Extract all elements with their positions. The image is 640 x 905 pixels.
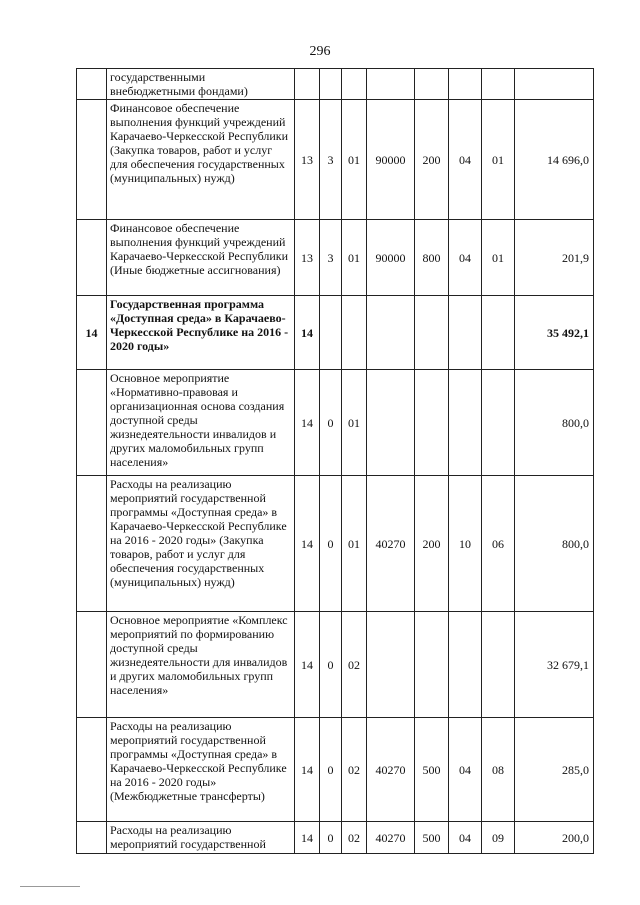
amount-cell: 800,0 xyxy=(515,476,594,612)
row-number-cell xyxy=(77,718,107,822)
amount-cell: 800,0 xyxy=(515,370,594,476)
subsection-cell: 06 xyxy=(482,476,515,612)
subprogram-code-cell xyxy=(320,69,342,100)
expense-type-cell: 200 xyxy=(415,476,449,612)
table-row xyxy=(77,612,594,718)
row-name-cell: Финансовое обеспечение выполнения функций учреждений Карачаево-Черкесской Республики (Закупка товаров, работ и услуг для обеспечения государственных (муниципальных) нужд) xyxy=(107,100,295,220)
subsection-cell xyxy=(482,612,515,718)
subprogram-code-cell: 3 xyxy=(320,220,342,296)
direction-code-cell xyxy=(367,69,415,100)
direction-code-cell: 40270 xyxy=(367,822,415,854)
section-cell xyxy=(449,612,482,718)
row-name-cell: Расходы на реализацию мероприятий государственной программы «Доступная среда» в Карачаево-Черкесской Республике на 2016 - 2020 годы» (Закупка товаров, работ и услуг для обеспечения государственных (муниципальных) нужд) xyxy=(107,476,295,612)
event-code-cell: 01 xyxy=(342,220,367,296)
table-row xyxy=(77,220,594,296)
event-code-cell xyxy=(342,69,367,100)
subprogram-code-cell: 0 xyxy=(320,612,342,718)
event-code-cell: 01 xyxy=(342,100,367,220)
direction-code-cell xyxy=(367,612,415,718)
subprogram-code-cell xyxy=(320,296,342,370)
section-cell: 04 xyxy=(449,100,482,220)
row-number-cell xyxy=(77,476,107,612)
section-cell: 04 xyxy=(449,220,482,296)
expense-type-cell xyxy=(415,370,449,476)
row-name-cell: Расходы на реализацию мероприятий государственной xyxy=(107,822,295,854)
table-row xyxy=(77,822,594,854)
section-cell xyxy=(449,69,482,100)
expense-type-cell: 800 xyxy=(415,220,449,296)
expense-type-cell: 500 xyxy=(415,822,449,854)
row-number-cell xyxy=(77,69,107,100)
section-cell: 04 xyxy=(449,822,482,854)
scan-edge-line xyxy=(20,886,80,887)
budget-table xyxy=(76,68,594,854)
program-code-cell: 14 xyxy=(295,718,320,822)
amount-cell: 32 679,1 xyxy=(515,612,594,718)
subprogram-code-cell: 3 xyxy=(320,100,342,220)
amount-cell: 200,0 xyxy=(515,822,594,854)
event-code-cell: 02 xyxy=(342,612,367,718)
event-code-cell: 01 xyxy=(342,370,367,476)
expense-type-cell: 200 xyxy=(415,100,449,220)
subprogram-code-cell: 0 xyxy=(320,822,342,854)
section-cell xyxy=(449,370,482,476)
row-number-cell xyxy=(77,822,107,854)
subprogram-code-cell: 0 xyxy=(320,370,342,476)
subsection-cell xyxy=(482,370,515,476)
direction-code-cell: 90000 xyxy=(367,220,415,296)
page-number: 296 xyxy=(309,44,331,59)
budget-table-body xyxy=(77,69,594,854)
table-row xyxy=(77,69,594,100)
row-name-cell: государственными внебюджетными фондами) xyxy=(107,69,295,100)
program-code-cell: 14 xyxy=(295,612,320,718)
subsection-cell: 01 xyxy=(482,100,515,220)
program-code-cell: 13 xyxy=(295,100,320,220)
row-number-cell: 14 xyxy=(77,296,107,370)
row-number-cell xyxy=(77,612,107,718)
program-code-cell: 14 xyxy=(295,370,320,476)
expense-type-cell xyxy=(415,612,449,718)
event-code-cell: 01 xyxy=(342,476,367,612)
table-row xyxy=(77,370,594,476)
row-number-cell xyxy=(77,220,107,296)
subsection-cell xyxy=(482,296,515,370)
direction-code-cell xyxy=(367,370,415,476)
table-row xyxy=(77,476,594,612)
event-code-cell xyxy=(342,296,367,370)
subsection-cell: 01 xyxy=(482,220,515,296)
direction-code-cell: 90000 xyxy=(367,100,415,220)
amount-cell: 35 492,1 xyxy=(515,296,594,370)
subprogram-code-cell: 0 xyxy=(320,718,342,822)
program-code-cell xyxy=(295,69,320,100)
row-name-cell: Финансовое обеспечение выполнения функций учреждений Карачаево-Черкесской Республики (Иные бюджетные ассигнования) xyxy=(107,220,295,296)
direction-code-cell: 40270 xyxy=(367,718,415,822)
row-number-cell xyxy=(77,100,107,220)
direction-code-cell: 40270 xyxy=(367,476,415,612)
event-code-cell: 02 xyxy=(342,822,367,854)
expense-type-cell xyxy=(415,296,449,370)
row-name-cell: Основное мероприятие «Комплекс мероприятий по формированию доступной среды жизнедеятельности для инвалидов и других маломобильных групп населения» xyxy=(107,612,295,718)
amount-cell: 285,0 xyxy=(515,718,594,822)
table-row xyxy=(77,296,594,370)
expense-type-cell: 500 xyxy=(415,718,449,822)
table-row xyxy=(77,718,594,822)
subsection-cell: 08 xyxy=(482,718,515,822)
expense-type-cell xyxy=(415,69,449,100)
program-code-cell: 14 xyxy=(295,296,320,370)
direction-code-cell xyxy=(367,296,415,370)
amount-cell xyxy=(515,69,594,100)
program-code-cell: 14 xyxy=(295,476,320,612)
section-cell: 04 xyxy=(449,718,482,822)
subsection-cell: 09 xyxy=(482,822,515,854)
subprogram-code-cell: 0 xyxy=(320,476,342,612)
section-cell xyxy=(449,296,482,370)
row-name-cell: Расходы на реализацию мероприятий государственной программы «Доступная среда» в Карачаево-Черкесской Республике на 2016 - 2020 годы» (Межбюджетные трансферты) xyxy=(107,718,295,822)
row-name-cell: Основное мероприятие «Нормативно-правовая и организационная основа создания доступной среды жизнедеятельности инвалидов и других маломобильных групп населения» xyxy=(107,370,295,476)
row-number-cell xyxy=(77,370,107,476)
subsection-cell xyxy=(482,69,515,100)
row-name-cell: Государственная программа «Доступная среда» в Карачаево-Черкесской Республике на 2016 - 2020 годы» xyxy=(107,296,295,370)
program-code-cell: 13 xyxy=(295,220,320,296)
section-cell: 10 xyxy=(449,476,482,612)
amount-cell: 14 696,0 xyxy=(515,100,594,220)
table-row xyxy=(77,100,594,220)
program-code-cell: 14 xyxy=(295,822,320,854)
event-code-cell: 02 xyxy=(342,718,367,822)
amount-cell: 201,9 xyxy=(515,220,594,296)
